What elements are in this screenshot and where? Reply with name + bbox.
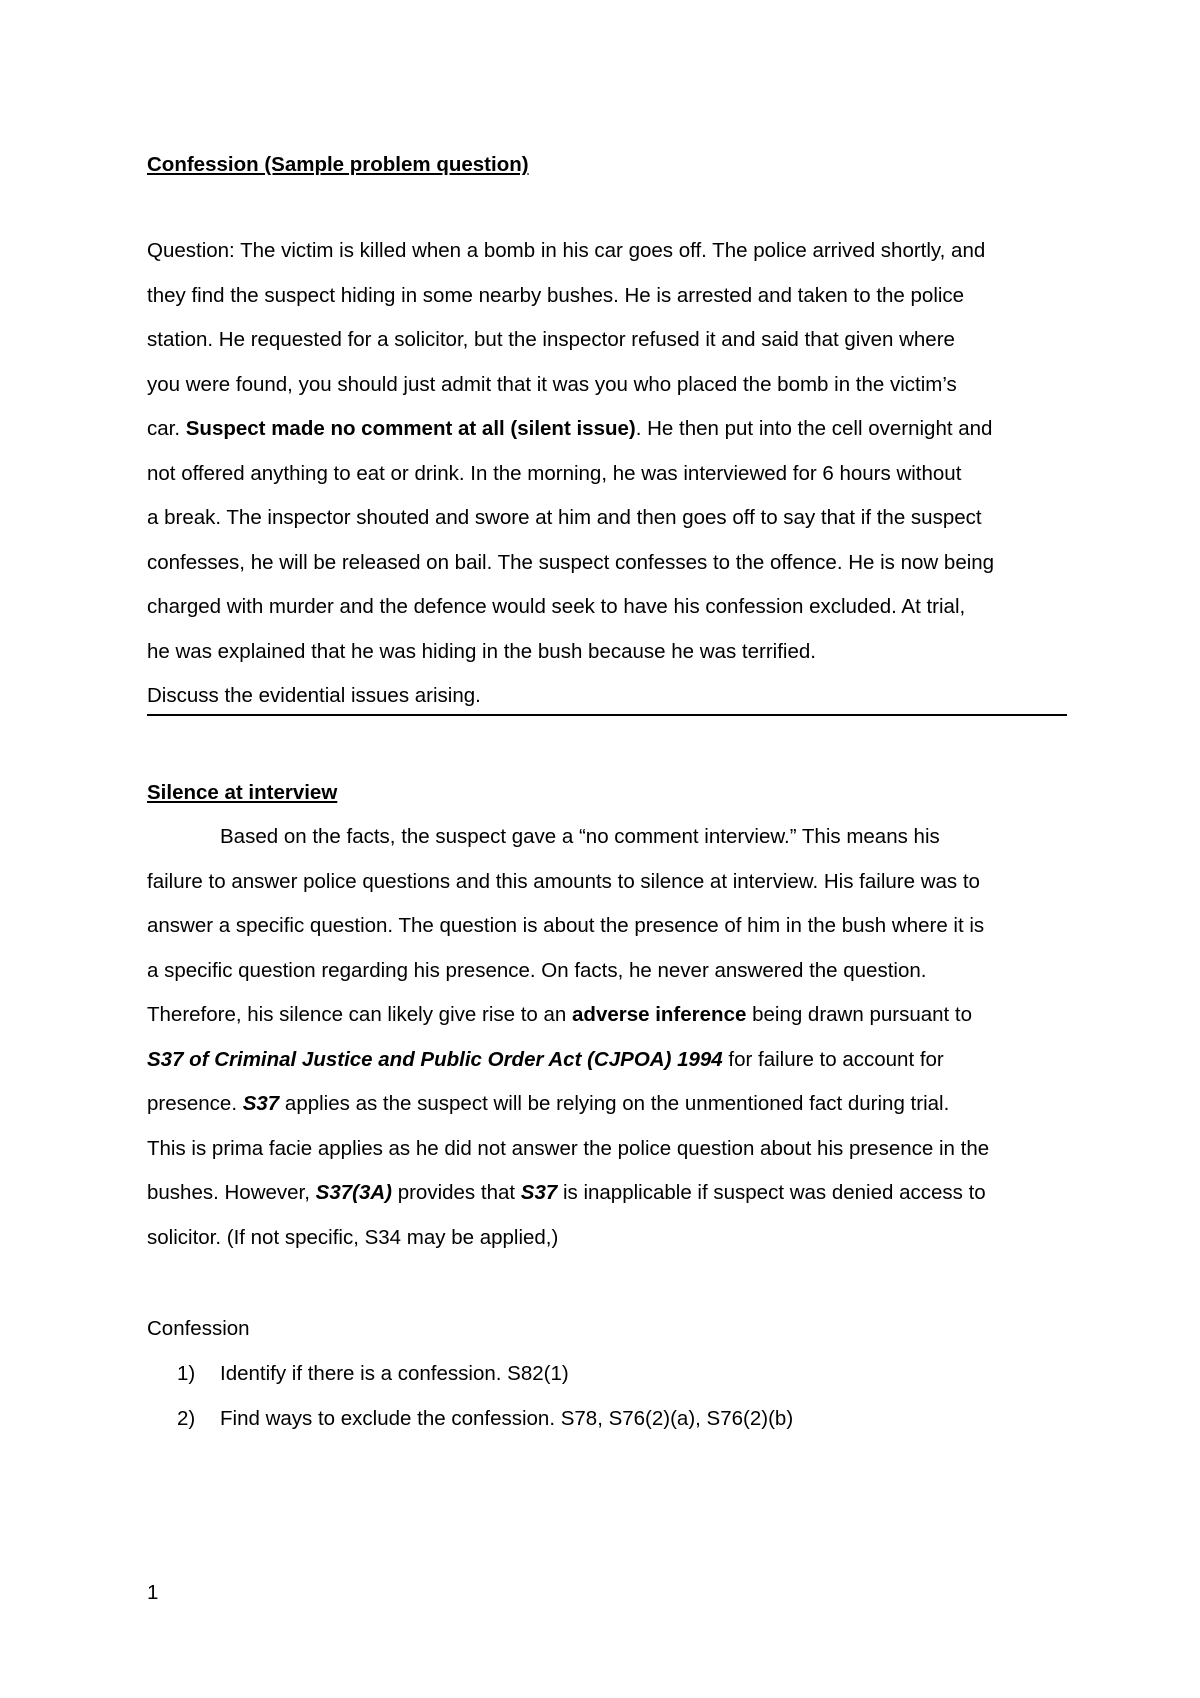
question-text: station. He requested for a solicitor, but the inspector refused it and said that given where — [147, 328, 955, 351]
silence-text: solicitor. (If not specific, S34 may be applied,) — [147, 1225, 559, 1249]
silence-line — [147, 1082, 1067, 1127]
question-text: you were found, you should just admit that it was you who placed the bomb in the victim’s — [147, 372, 957, 396]
list-item-text: Find ways to exclude the confession. S78, S76(2)(a), S76(2)(b) — [220, 1407, 794, 1430]
silence-line — [147, 815, 1067, 860]
silence-line — [147, 904, 1067, 949]
silence-text: applies as the suspect will be relying on the unmentioned fact during trial. — [279, 1092, 950, 1115]
confession-steps-list — [177, 1351, 1057, 1441]
horizontal-divider — [147, 714, 1067, 716]
silence-text: answer a specific question. The question is about the presence of him in the bush where it is — [147, 914, 985, 937]
silent-issue-emphasis: Suspect made no comment at all (silent issue) — [185, 417, 636, 440]
question-text: car. — [147, 417, 186, 440]
question-text: Question: The victim is killed when a bomb in his car goes off. The police arrived shortly, and — [147, 239, 986, 262]
question-text: confesses, he will be released on bail. The suspect confesses to the offence. He is now being — [147, 550, 995, 574]
question-line — [147, 452, 1067, 497]
silence-line — [147, 1038, 1067, 1083]
silence-text: for failure to account for — [722, 1047, 944, 1071]
list-item-text: Identify if there is a confession. S82(1) — [220, 1362, 569, 1385]
silence-text: Therefore, his silence can likely give rise to an — [147, 1003, 573, 1026]
silence-line — [147, 1216, 1067, 1261]
silence-line — [147, 993, 1067, 1038]
section-citation: S37(3A) — [315, 1181, 392, 1204]
question-text: they find the suspect hiding in some nearby bushes. He is arrested and taken to the police — [147, 283, 965, 307]
silence-text: This is prima facie applies as he did not answer the police question about his presence in the — [147, 1136, 990, 1160]
question-instruction: Discuss the evidential issues arising. — [147, 684, 481, 707]
silence-line — [147, 860, 1067, 905]
question-line — [147, 274, 1067, 319]
document-title: Confession (Sample problem question) — [147, 153, 529, 176]
silence-text: Based on the facts, the suspect gave a “no comment interview.” This means his — [220, 825, 940, 848]
question-text: charged with murder and the defence would seek to have his confession excluded. At trial, — [147, 595, 966, 618]
question-line — [147, 630, 1067, 675]
question-paragraph — [147, 229, 1067, 719]
list-item-number: 1) — [177, 1362, 196, 1385]
question-text: he was explained that he was hiding in the bush because he was terrified. — [147, 639, 816, 663]
list-item — [177, 1351, 1057, 1396]
silence-line — [147, 949, 1067, 994]
question-line — [147, 363, 1067, 408]
adverse-inference-emphasis: adverse inference — [572, 1003, 747, 1026]
question-line — [147, 585, 1067, 630]
silence-text: being drawn pursuant to — [746, 1003, 973, 1026]
question-line — [147, 229, 1067, 274]
list-item — [177, 1396, 1057, 1441]
statute-citation: S37 of Criminal Justice and Public Order Act (CJPOA) 1994 — [147, 1047, 723, 1071]
question-line — [147, 496, 1067, 541]
confession-heading: Confession — [147, 1317, 250, 1340]
silence-text: failure to answer police questions and this amounts to silence at interview. His failure was to — [147, 869, 980, 893]
question-text: . He then put into the cell overnight and — [635, 417, 993, 440]
silence-heading: Silence at interview — [147, 781, 338, 804]
section-citation: S37 — [520, 1181, 558, 1204]
section-citation: S37 — [242, 1092, 280, 1115]
silence-text: bushes. However, — [147, 1181, 316, 1204]
silence-line — [147, 1127, 1067, 1172]
list-item-number: 2) — [177, 1407, 196, 1430]
question-text: a break. The inspector shouted and swore at him and then goes off to say that if the suspect — [147, 506, 982, 529]
question-line — [147, 541, 1067, 586]
question-text: not offered anything to eat or drink. In the morning, he was interviewed for 6 hours without — [147, 461, 962, 485]
page-number: 1 — [147, 1581, 159, 1604]
silence-text: provides that — [392, 1181, 521, 1204]
question-line — [147, 674, 1067, 719]
silence-text: presence. — [147, 1092, 243, 1115]
silence-line — [147, 1171, 1067, 1216]
silence-paragraph — [147, 815, 1067, 1260]
silence-text: is inapplicable if suspect was denied access to — [557, 1181, 986, 1204]
question-line — [147, 318, 1067, 363]
silence-text: a specific question regarding his presence. On facts, he never answered the question. — [147, 958, 927, 982]
question-line — [147, 407, 1067, 452]
